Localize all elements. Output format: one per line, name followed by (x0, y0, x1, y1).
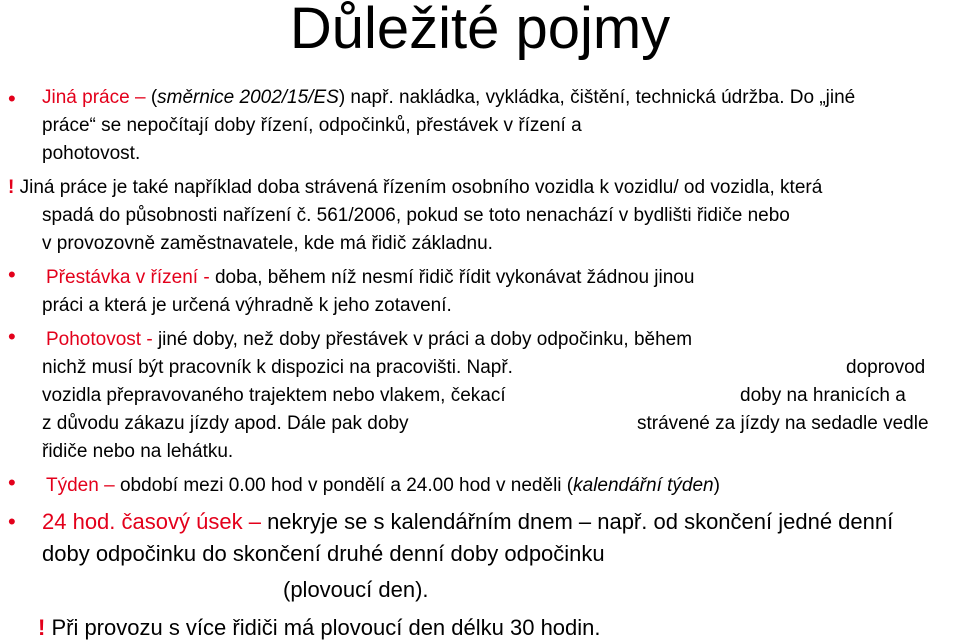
note-text: v provozovně zaměstnavatele, kde má řidič základnu. (42, 233, 493, 254)
term-dash: – (248, 509, 261, 534)
note-text: spadá do působnosti nařízení č. 561/2006, pokud se toto nenachází v bydlišti řidiče nebo (42, 205, 790, 226)
page-title: Důležité pojmy (289, 0, 671, 61)
bullet-text: doby na hranicích a (740, 385, 906, 406)
term-dash: – (134, 87, 146, 108)
bullet-text: (plovoucí den). (283, 577, 429, 602)
bullet-dot: • (8, 324, 16, 349)
bullet-text: doby odpočinku do skončení druhé denní doby odpočinku (42, 541, 605, 566)
bullet-text: období mezi 0.00 hod v pondělí a 24.00 hod v neděli ( (114, 475, 574, 496)
bullet-text: nichž musí být pracovník k dispozici na pracovišti. Např. (42, 357, 513, 378)
bullet-text: vozidla přepravovaného trajektem nebo vlakem, čekací (42, 385, 506, 406)
term-tyden: Týden (46, 475, 99, 496)
term-dash: – (104, 475, 115, 496)
note-text: Při provozu s více řidiči má plovoucí den délku 30 hodin. (45, 615, 601, 640)
bullet-dot: • (8, 509, 16, 534)
exclamation-mark: ! (38, 615, 46, 640)
term-pohotovost: Pohotovost - (46, 329, 153, 350)
bullet-text: doprovod (846, 357, 926, 378)
term-jina-prace: Jiná práce (42, 87, 130, 108)
term-prestavka: Přestávka v řízení - (46, 267, 210, 288)
bullet-text: nekryje se s kalendářním dnem – např. od skončení jedné denní (260, 509, 894, 534)
bullet-text: z důvodu zákazu jízdy apod. Dále pak doby (42, 413, 409, 434)
bullet-text-italic: kalendářní týden (573, 475, 714, 496)
bullet-text: řidiče nebo na lehátku. (42, 441, 234, 462)
exclamation-mark: ! (8, 177, 15, 198)
bullet-text: práci a která je určená výhradně k jeho zotavení. (42, 295, 452, 316)
term-24-hod: 24 hod. časový úsek (42, 509, 243, 534)
bullet-text: strávené za jízdy na sedadle vedle (637, 413, 929, 434)
bullet-dot: • (8, 470, 16, 495)
bullet-text: např. nakládka, vykládka, čištění, technická údržba. Do „jiné (345, 87, 856, 108)
bullet-text: práce“ se nepočítají doby řízení, odpočinků, přestávek v řízení a (42, 115, 582, 136)
bullet-text: jiné doby, než doby přestávek v práci a doby odpočinku, během (152, 329, 693, 350)
note-text: Jiná práce je také například doba strávená řízením osobního vozidla k vozidlu/ od vozidla, která (14, 177, 823, 198)
bullet-dot: • (8, 86, 16, 111)
bullet-text: pohotovost. (42, 143, 141, 164)
bullet-text: doba, během níž nesmí řidič řídit vykonávat žádnou jinou (209, 267, 695, 288)
directive-ref: směrnice 2002/15/ES (157, 87, 339, 108)
bullet-dot: • (8, 262, 16, 287)
